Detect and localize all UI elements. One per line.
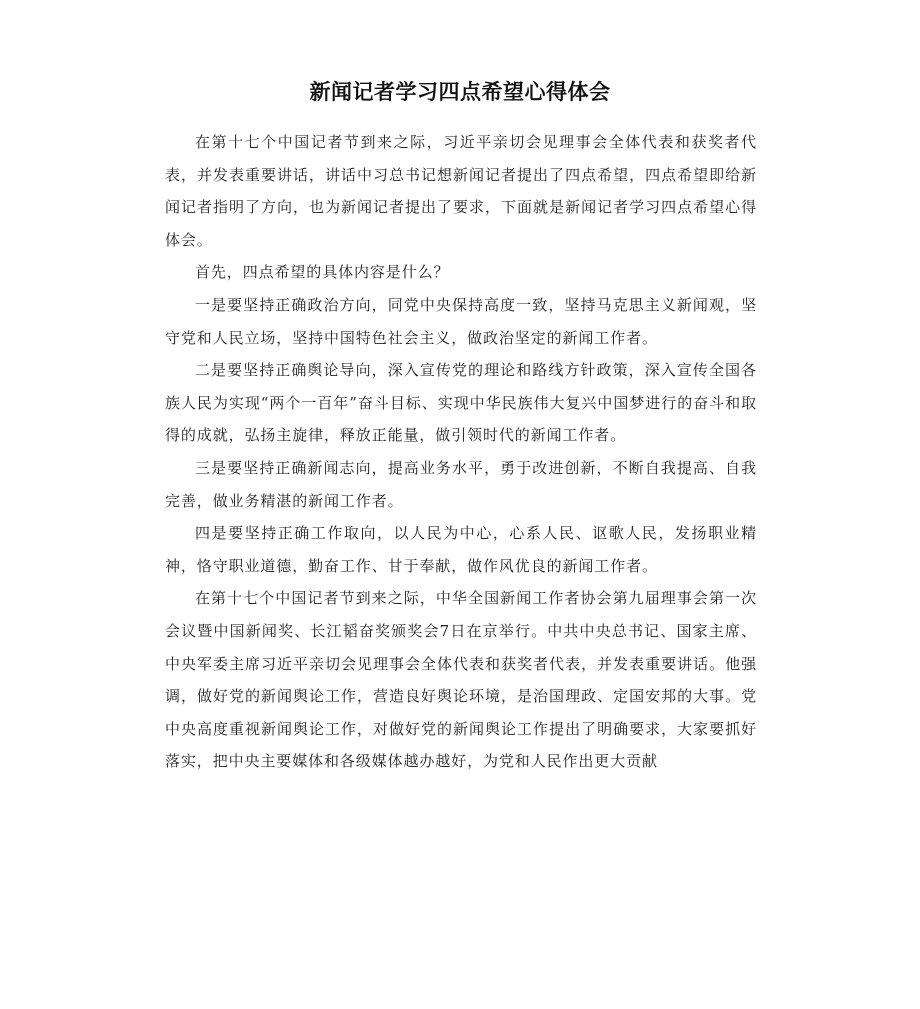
document-body [165, 126, 757, 778]
paragraph-hope-four: 四是要坚持正确工作取向，以人民为中心，心系人民、讴歌人民，发扬职业精神，恪守职业道德，勤奋工作、甘于奉献，做作风优良的新闻工作者。 [165, 524, 757, 575]
paragraph-question: 首先，四点希望的具体内容是什么？ [195, 263, 450, 282]
paragraph-hope-one: 一是要坚持正确政治方向，同党中央保持高度一致，坚持马克思主义新闻观，坚守党和人民立场，坚持中国特色社会主义，做政治坚定的新闻工作者。 [165, 295, 757, 347]
document-title: 新闻记者学习四点希望心得体会 [309, 80, 611, 105]
paragraph-hope-three: 三是要坚持正确新闻志向，提高业务水平，勇于改进创新，不断自我提高、自我完善，做业务精湛的新闻工作者。 [165, 458, 757, 510]
paragraph-hope-two: 二是要坚持正确舆论导向，深入宣传党的理论和路线方针政策，深入宣传全国各族人民为实现“两个一百年”奋斗目标、实现中华民族伟大复兴中国梦进行的奋斗和取得的成就，弘扬主旋律，释放正能量，做引领时代的新闻工作者。 [165, 361, 757, 445]
paragraph-intro: 在第十七个中国记者节到来之际，习近平亲切会见理事会全体代表和获奖者代表，并发表重要讲话，讲话中习总书记想新闻记者提出了四点希望，四点希望即给新闻记者指明了方向，也为新闻记者提出了要求，下面就是新闻记者学习四点希望心得体会。 [165, 133, 757, 249]
paragraph-news-report: 在第十七个中国记者节到来之际，中华全国新闻工作者协会第九届理事会第一次会议暨中国新闻奖、长江韬奋奖颁奖会7日在京举行。中共中央总书记、国家主席、中央军委主席习近平亲切会见理事会全体代表和获奖者代表，并发表重要讲话。他强调，做好党的新闻舆论工作，营造良好舆论环境，是治国理政、定国安邦的大事。党中央高度重视新闻舆论工作，对做好党的新闻舆论工作提出了明确要求，大家要抓好落实，把中央主要媒体和各级媒体越办越好，为党和人民作出更大贡献 [165, 589, 757, 771]
